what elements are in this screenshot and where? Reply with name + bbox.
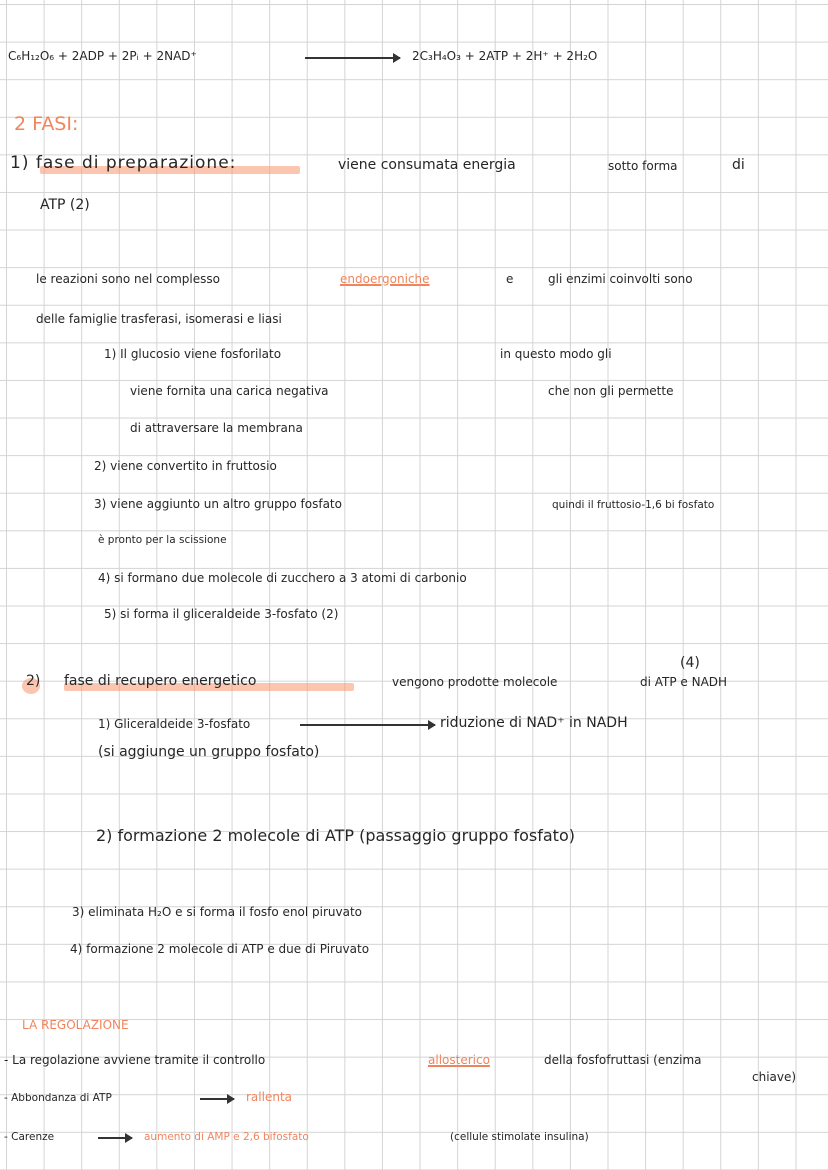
reg-line1-c: della fosfofruttasi (enzima — [544, 1053, 702, 1067]
reg-line2-a: - Abbondanza di ATP — [4, 1092, 112, 1104]
phase2-number: 2) — [26, 673, 41, 689]
phase2-label: fase di recupero energetico — [64, 673, 257, 689]
p2-step1-a: 1) Gliceraldeide 3-fosfato — [98, 717, 251, 731]
p1-step4: 4) si formano due molecole di zucchero a 3 atomi di carbonio — [98, 571, 467, 585]
phase1-text3: di — [732, 157, 745, 173]
phase1-text2: sotto forma — [608, 159, 678, 173]
reactions-d: gli enzimi coinvolti sono — [548, 272, 693, 286]
reg-line3-arrow — [98, 1137, 132, 1139]
p2-step1-arrow — [300, 724, 435, 726]
reactions-b: endoergoniche — [340, 272, 430, 286]
p1-step1-b: in questo modo gli — [500, 347, 612, 361]
families: delle famiglie trasferasi, isomerasi e liasi — [36, 312, 282, 326]
reg-line3-b: aumento di AMP e 2,6 bifosfato — [144, 1131, 309, 1143]
reg-line2-b: rallenta — [246, 1090, 293, 1104]
equation-left: C₆H₁₂O₆ + 2ADP + 2Pᵢ + 2NAD⁺ — [8, 49, 197, 63]
p1-step3-a: 3) viene aggiunto un altro gruppo fosfato — [94, 497, 342, 511]
phase2-text-a: vengono prodotte molecole — [392, 675, 558, 689]
p2-step4: 4) formazione 2 molecole di ATP e due di Piruvato — [70, 942, 370, 956]
p2-step3: 3) eliminata H₂O e si forma il fosfo enol piruvato — [72, 905, 363, 919]
reactions-c: e — [506, 272, 514, 286]
p1-step1-d: che non gli permette — [548, 384, 674, 398]
reactions-a: le reazioni sono nel complesso — [36, 272, 220, 286]
reg-line1-d: chiave) — [752, 1070, 797, 1084]
p1-step3-b: quindi il fruttosio-1,6 bi fosfato — [552, 499, 715, 511]
phase2-text-c: di ATP e NADH — [640, 675, 728, 689]
phase1-text4: ATP (2) — [40, 197, 90, 213]
p2-step1-b: riduzione di NAD⁺ in NADH — [440, 715, 628, 731]
reg-line3-c: (cellule stimolate insulina) — [450, 1131, 589, 1143]
reg-line3-a: - Carenze — [4, 1131, 55, 1143]
reg-line1-a: - La regolazione avviene tramite il controllo — [4, 1053, 266, 1067]
phase1-label: 1) fase di preparazione: — [10, 153, 237, 173]
p1-step1-e: di attraversare la membrana — [130, 421, 303, 435]
equation-arrow — [305, 57, 400, 59]
reg-line1-b: allosterico — [428, 1053, 490, 1067]
p2-step1-c: (si aggiunge un gruppo fosfato) — [98, 744, 320, 760]
p1-step1-a: 1) Il glucosio viene fosforilato — [104, 347, 282, 361]
section-title: 2 FASI: — [14, 113, 79, 135]
p1-step1-c: viene fornita una carica negativa — [130, 384, 329, 398]
p1-step3-c: è pronto per la scissione — [98, 534, 227, 546]
phase2-text-b: (4) — [680, 655, 700, 671]
equation-right: 2C₃H₄O₃ + 2ATP + 2H⁺ + 2H₂O — [412, 49, 598, 63]
p1-step2: 2) viene convertito in fruttosio — [94, 459, 277, 473]
p2-step2: 2) formazione 2 molecole di ATP (passaggio gruppo fosfato) — [96, 826, 575, 845]
reg-line2-arrow — [200, 1098, 234, 1100]
phase1-text1: viene consumata energia — [338, 157, 516, 173]
regulation-title: LA REGOLAZIONE — [22, 1018, 129, 1032]
p1-step5: 5) si forma il gliceraldeide 3-fosfato (2) — [104, 607, 339, 621]
